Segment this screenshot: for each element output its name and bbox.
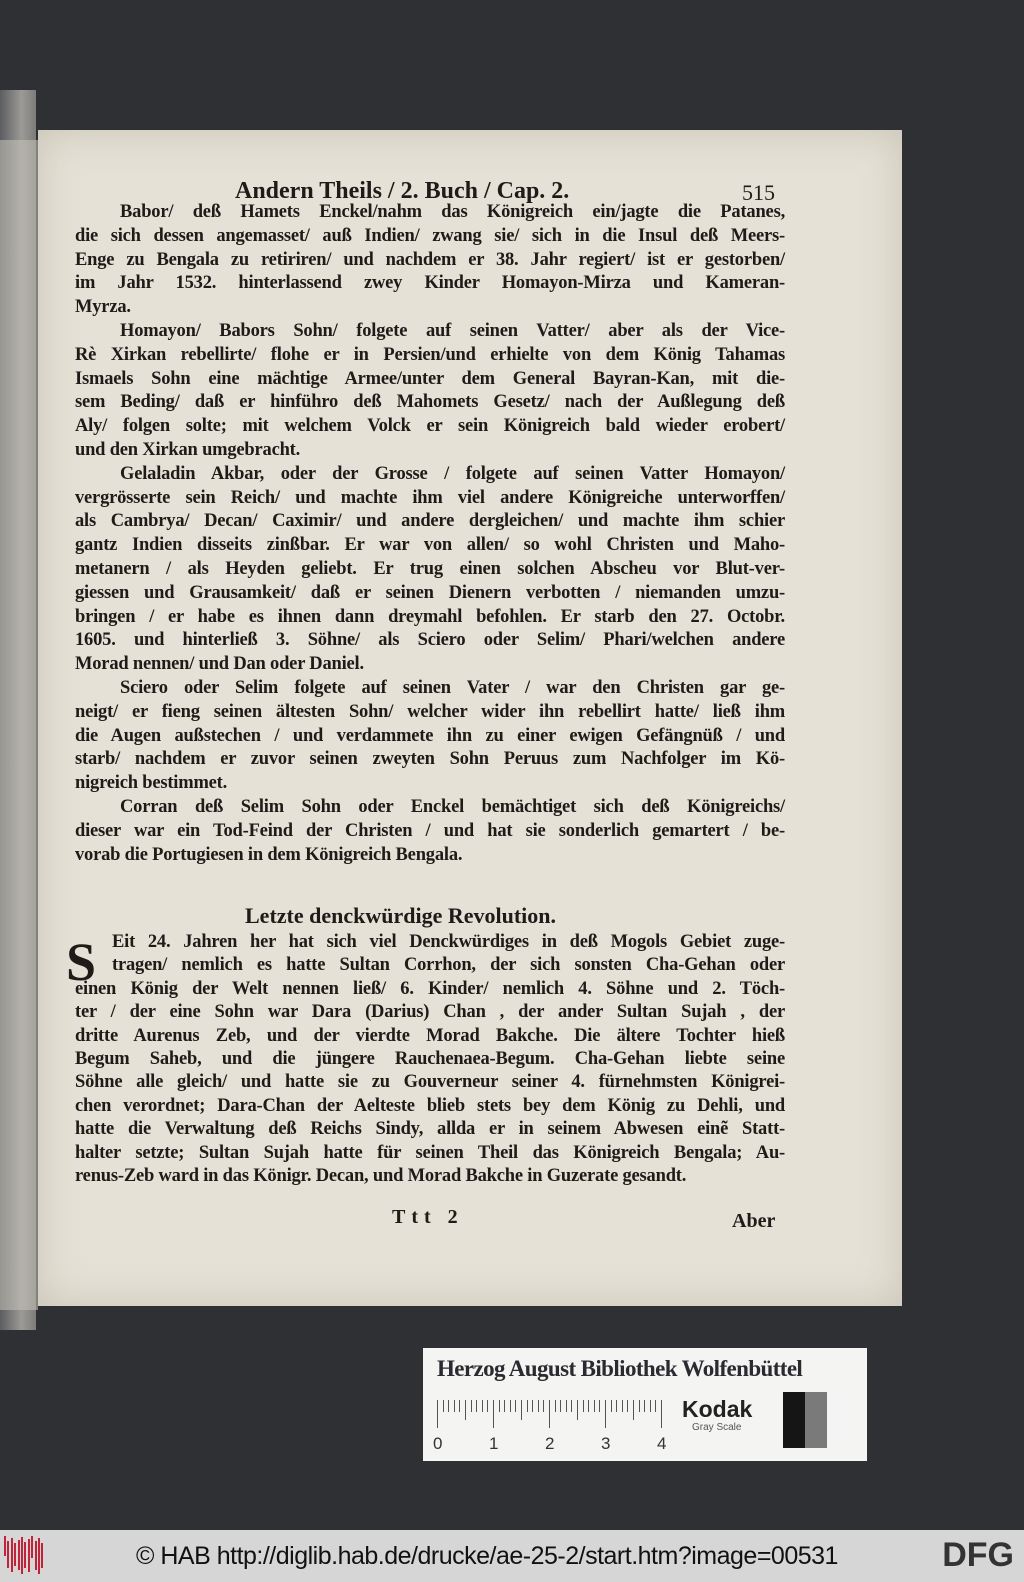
footer-bar [0, 1530, 1024, 1582]
color-calibration-card [423, 1348, 867, 1461]
text-line: nigreich bestimmet. [75, 773, 228, 794]
drop-cap: S [66, 932, 97, 992]
ruler-tick [437, 1400, 438, 1428]
ruler-tick [454, 1400, 455, 1412]
text-line: bringen / er habe es ihnen dann dreymahl befohlen. Er starb den 27. Octobr. [75, 606, 785, 627]
text-line: Gelaladin Akbar, oder der Grosse / folgete auf seinen Vatter Homayon/ [120, 463, 785, 484]
ruler-tick [465, 1400, 466, 1420]
ruler-tick [650, 1400, 651, 1412]
ruler-tick [639, 1400, 640, 1412]
text-line: gantz Indien disseits zinßbar. Er war von allen/ so wohl Christen und Maho- [75, 535, 785, 556]
section-heading: Letzte denckwürdige Revolution. [245, 903, 557, 928]
text-line: im Jahr 1532. hinterlassend zwey Kinder Homayon-Mirza und Kameran- [75, 273, 785, 294]
dfg-logo: DFG [942, 1536, 1014, 1574]
running-head: Andern Theils / 2. Buch / Cap. 2. [235, 178, 570, 204]
text-line: vergrösserte sein Reich/ und machte ihm viel andere Königreiche unterworffen/ [75, 487, 785, 508]
text-line: tragen/ nemlich es hatte Sultan Corrhon, der sich sonsten Cha-Gehan oder [112, 955, 785, 976]
text-line: und den Xirkan umgebracht. [75, 440, 301, 460]
gray-swatch [783, 1392, 805, 1448]
ruler-scale [437, 1400, 665, 1428]
text-line: einen König der Welt nennen ließ/ 6. Kinder/ nemlich 4. Söhne und 2. Töch- [75, 978, 785, 999]
ruler-tick [521, 1400, 522, 1420]
ruler-tick [532, 1400, 533, 1412]
ruler-tick [448, 1400, 449, 1412]
text-line: Sciero oder Selim folgete auf seinen Vater / war den Christen gar ge- [120, 678, 785, 698]
ruler-number: 1 [489, 1434, 499, 1453]
text-line: Ismaels Sohn eine mächtige Armee/unter dem General Bayran-Kan, mit die- [75, 368, 785, 389]
ruler-tick [611, 1400, 612, 1412]
ruler-tick [459, 1400, 460, 1412]
text-line: Myrza. [75, 297, 131, 318]
text-line: Söhne alle gleich/ und hatte sie zu Gouverneur seiner 4. fürnehmsten Königrei- [75, 1072, 785, 1093]
ruler-tick [616, 1400, 617, 1412]
text-line: Eit 24. Jahren her hat sich viel Denckwürdiges in deß Mogols Gebiet zuge- [112, 932, 785, 952]
text-line: renus-Zeb ward in das Königr. Decan, und Morad Bakche in Guzerate gesandt. [75, 1166, 687, 1186]
kodak-logo: Kodak [682, 1396, 753, 1422]
text-line: Corran deß Selim Sohn oder Enckel bemächtiget sich deß Königreichs/ [120, 797, 785, 817]
hab-logo-icon [4, 1536, 46, 1574]
text-line: sem Beding/ daß er hinführo deß Mahomets Gesetz/ nach der Außlegung deß [75, 392, 785, 413]
text-line: 1605. und hinterließ 3. Söhne/ als Sciero oder Selim/ Phari/welchen andere [75, 630, 785, 651]
previous-page-paper [0, 140, 38, 1310]
ruler-tick [549, 1400, 550, 1428]
ruler-tick [471, 1400, 472, 1412]
ruler-tick [566, 1400, 567, 1412]
ruler-tick [510, 1400, 511, 1412]
text-line: die sich dessen angemasset/ auß Indien/ zwang sie/ sich in die Insul deß Meers- [75, 225, 785, 246]
ruler-tick [515, 1400, 516, 1412]
ruler-tick [555, 1400, 556, 1412]
ruler-tick [543, 1400, 544, 1412]
ruler-tick [633, 1400, 634, 1420]
signature-mark: Ttt 2 [392, 1206, 464, 1228]
ruler-number: 2 [545, 1434, 555, 1453]
text-line: Aly/ folgen solte; mit welchem Volck er sein Königreich bald wieder erobert/ [75, 416, 785, 437]
text-line: halter setzte; Sultan Sujah hatte für seinen Theil das Königreich Bengala; Au- [75, 1142, 785, 1163]
ruler-tick [594, 1400, 595, 1412]
ruler-tick [655, 1400, 656, 1412]
text-line: dritte Aurenus Zeb, und der vierdte Morad Bakche. Die ältere Tochter hieß [75, 1025, 785, 1046]
ruler-tick [482, 1400, 483, 1412]
ruler-tick [577, 1400, 578, 1420]
catchword: Aber [732, 1210, 776, 1232]
ruler-tick [443, 1400, 444, 1412]
page-number: 515 [742, 180, 775, 205]
ruler-tick [622, 1400, 623, 1412]
ruler-tick [527, 1400, 528, 1412]
text-line: giessen und Grausamkeit/ daß er seinen Dienern verbotten / niemanden umzu- [75, 582, 785, 603]
ruler-tick [493, 1400, 494, 1428]
text-line: hatte die Verwaltung deß Reichs Sindy, allda er in seinem Abwesen einẽ Statt- [75, 1119, 785, 1140]
ruler-tick [504, 1400, 505, 1412]
ruler-tick [627, 1400, 628, 1412]
text-line: als Cambrya/ Decan/ Caximir/ und andere dergleichen/ und machte ihm schier [75, 511, 785, 532]
gray-swatch [805, 1392, 827, 1448]
text-line: Begum Saheb, und die jüngere Rauchenaea-Begum. Cha-Gehan liebte seine [75, 1049, 785, 1069]
text-line: vorab die Portugiesen in dem Königreich Bengala. [75, 844, 463, 865]
ruler-tick [644, 1400, 645, 1412]
text-line: metanern / als Heyden geliebt. Er trug einen solchen Abscheu vor Blut-ver- [75, 559, 785, 579]
ruler-tick [487, 1400, 488, 1412]
text-line: die Augen außstechen / und verdammete ihn zu einer ewigen Gefängnüß / und [75, 725, 785, 746]
ruler-number: 0 [433, 1434, 443, 1453]
ruler-tick [661, 1400, 662, 1428]
text-line: Enge zu Bengala zu retiriren/ und nachdem er 38. Jahr regiert/ ist er gestorben/ [75, 249, 785, 270]
library-name: Herzog August Bibliothek Wolfenbüttel [437, 1356, 803, 1381]
ruler-tick [538, 1400, 539, 1412]
ruler-tick [599, 1400, 600, 1412]
ruler-tick [499, 1400, 500, 1412]
copyright-url[interactable]: © HAB http://diglib.hab.de/drucke/ae-25-2/start.htm?image=00531 [136, 1542, 838, 1570]
text-line: ter / der eine Sohn war Dara (Darius) Chan , der ander Sultan Sujah , der [75, 1002, 785, 1023]
gray-scale-label: Gray Scale [692, 1422, 742, 1433]
text-line: dieser war ein Tod-Feind der Christen / und hat sie sonderlich gemartert / be- [75, 820, 785, 841]
text-line: Babor/ deß Hamets Enckel/nahm das Königreich ein/jagte die Patanes, [120, 202, 785, 222]
gray-swatch [827, 1392, 849, 1448]
text-line: Morad nennen/ und Dan oder Daniel. [75, 654, 364, 675]
text-line: chen verordnet; Dara-Chan der Aelteste blieb stets bey dem König zu Dehli, und [75, 1095, 785, 1116]
ruler-number: 3 [601, 1434, 611, 1453]
ruler-tick [588, 1400, 589, 1412]
text-line: starb/ nachdem er zuvor seinen zweyten Sohn Peruus zum Nachfolger im Kö- [75, 749, 785, 770]
text-line: Rè Xirkan rebellirte/ flohe er in Persien/und erhielte von dem König Tahamas [75, 344, 785, 365]
ruler-tick [583, 1400, 584, 1412]
ruler-tick [476, 1400, 477, 1412]
ruler-tick [571, 1400, 572, 1412]
ruler-tick [560, 1400, 561, 1412]
text-line: neigt/ er fieng seinen ältesten Sohn/ welcher wider ihn rebellirt hatte/ ließ ihm [75, 701, 785, 722]
text-line: Homayon/ Babors Sohn/ folgete auf seinen Vatter/ aber als der Vice- [120, 321, 785, 341]
ruler-number: 4 [657, 1434, 667, 1453]
ruler-tick [605, 1400, 606, 1428]
